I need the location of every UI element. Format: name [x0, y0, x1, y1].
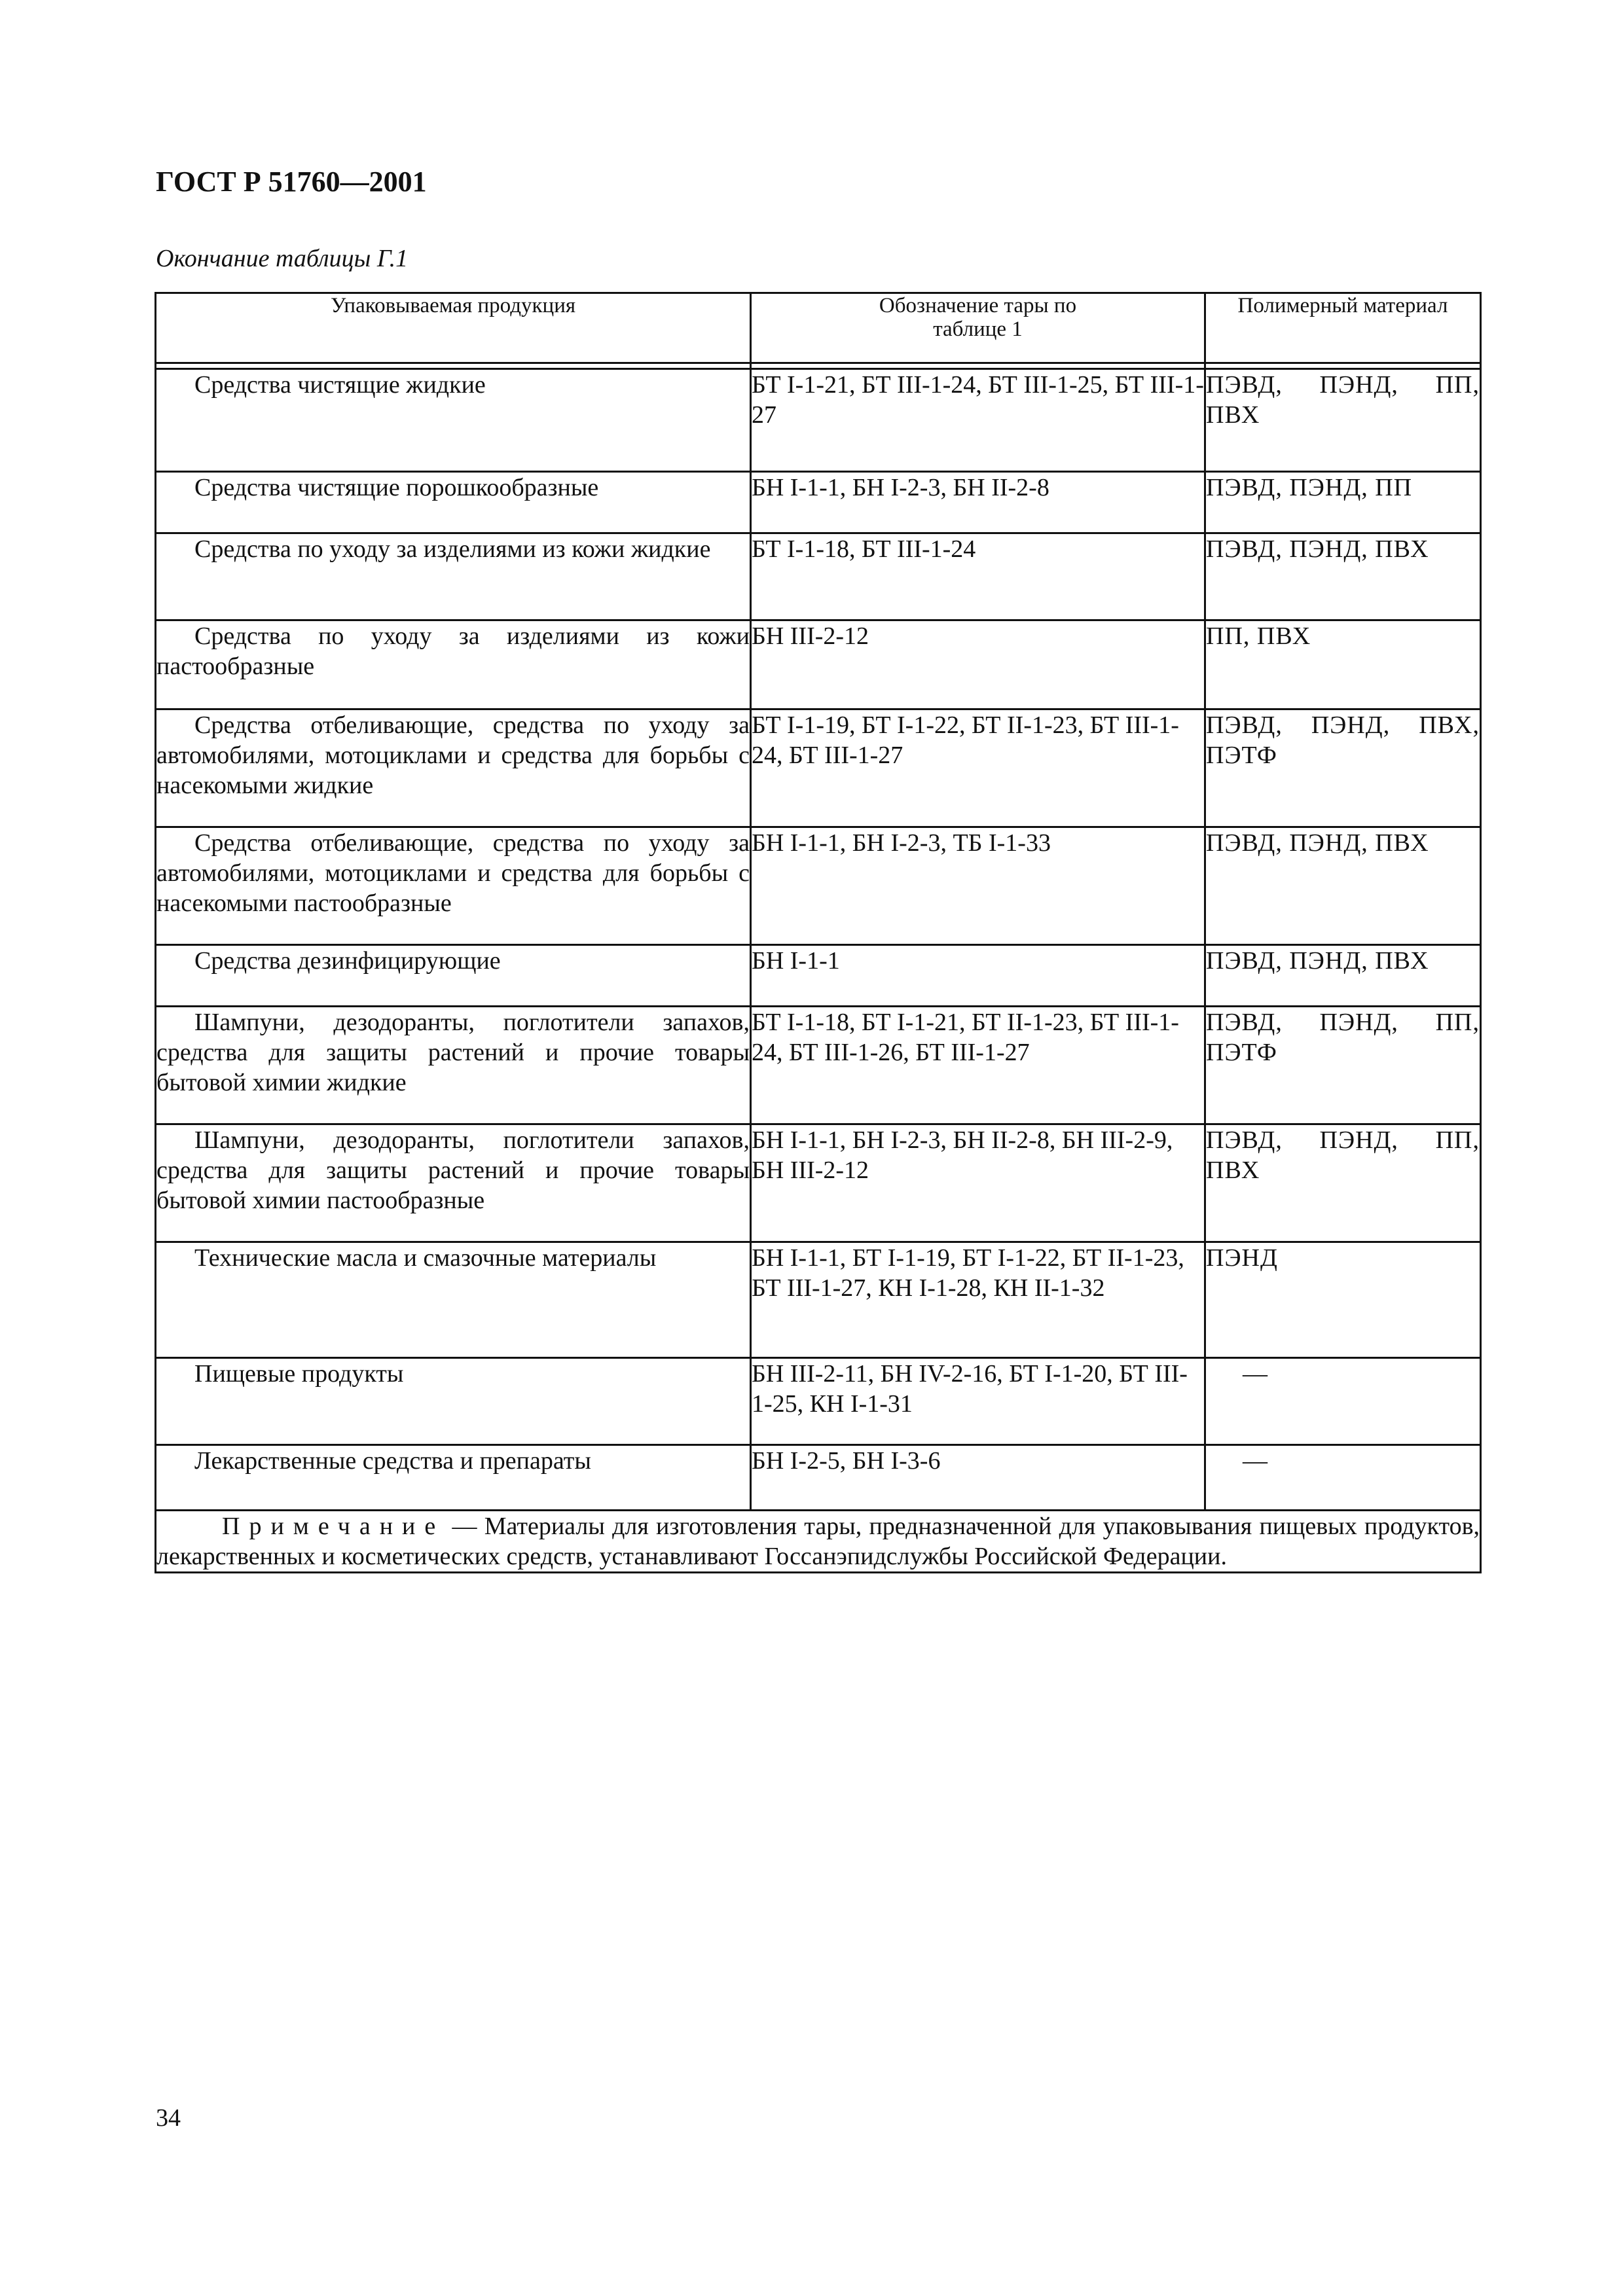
tare-cell: БН I-1-1 — [751, 945, 1205, 1007]
table-row — [156, 945, 1481, 1007]
product-cell: Средства по уходу за изделиями из кожи жидкие — [194, 535, 711, 563]
note-text: — Материалы для изготовления тары, предназначенной для упаковывания пищевых продуктов, лекарственных и косметических средств, устанавливают Госсанэпидслужбы Российской Федерации. — [156, 1513, 1480, 1570]
product-cell: Средства отбеливающие, средства по уходу за автомобилями, мотоциклами и средства для борьбы с насекомыми жидкие — [156, 711, 750, 799]
tare-cell: БН III-2-11, БН IV-2-16, БТ I-1-20, БТ III-1-25, КН I-1-31 — [751, 1358, 1205, 1445]
page-number: 34 — [156, 2104, 181, 2132]
tare-cell: БН III-2-12 — [751, 620, 1205, 709]
header-separator — [156, 363, 1481, 369]
column-header-tare: Обозначение тары по таблице 1 — [751, 293, 1205, 363]
tare-cell: БН I-2-5, БН I-3-6 — [751, 1445, 1205, 1511]
note-row — [156, 1511, 1481, 1573]
material-cell: — — [1205, 1445, 1481, 1511]
table-row — [156, 1242, 1481, 1358]
table-row — [156, 1007, 1481, 1124]
product-cell: Лекарственные средства и препараты — [194, 1447, 591, 1475]
material-cell: ПЭВД, ПЭНД, ПП, ПВХ — [1205, 1124, 1481, 1242]
product-cell: Средства отбеливающие, средства по уходу за автомобилями, мотоциклами и средства для борьбы с насекомыми пастообразные — [156, 829, 750, 917]
material-table — [155, 292, 1482, 1573]
table-row — [156, 1358, 1481, 1445]
tare-cell: БТ I-1-19, БТ I-1-22, БТ II-1-23, БТ III-1-24, БТ III-1-27 — [751, 709, 1205, 827]
tare-cell: БТ I-1-18, БТ III-1-24 — [751, 533, 1205, 620]
material-cell: ПЭВД, ПЭНД, ПВХ — [1205, 945, 1481, 1007]
product-cell: Пищевые продукты — [194, 1360, 404, 1388]
tare-cell: БТ I-1-18, БТ I-1-21, БТ II-1-23, БТ III-1-24, БТ III-1-26, БТ III-1-27 — [751, 1007, 1205, 1124]
note-label: Примечание — [222, 1513, 445, 1540]
material-cell: ПЭВД, ПЭНД, ПВХ, ПЭТФ — [1205, 709, 1481, 827]
tare-cell: БН I-1-1, БТ I-1-19, БТ I-1-22, БТ II-1-23, БТ III-1-27, КН I-1-28, КН II-1-32 — [751, 1242, 1205, 1358]
column-header-material: Полимерный материал — [1205, 293, 1481, 363]
tare-cell: БТ I-1-21, БТ III-1-24, БТ III-1-25, БТ III-1-27 — [751, 369, 1205, 472]
material-cell: — — [1205, 1358, 1481, 1445]
document-header: ГОСТ Р 51760—2001 — [156, 166, 427, 198]
material-cell: ПЭВД, ПЭНД, ПП — [1205, 472, 1481, 533]
product-cell: Шампуни, дезодоранты, поглотители запахов, средства для защиты растений и прочие товары бытовой химии жидкие — [156, 1009, 750, 1096]
table-row — [156, 369, 1481, 472]
table-row — [156, 620, 1481, 709]
product-cell: Технические масла и смазочные материалы — [194, 1244, 657, 1272]
table-row — [156, 827, 1481, 945]
material-cell: ПЭВД, ПЭНД, ПВХ — [1205, 827, 1481, 945]
column-header-product: Упаковываемая продукция — [156, 293, 751, 363]
table-row — [156, 1445, 1481, 1511]
tare-cell: БН I-1-1, БН I-2-3, БН II-2-8, БН III-2-9, БН III-2-12 — [751, 1124, 1205, 1242]
table-row — [156, 472, 1481, 533]
table-row — [156, 533, 1481, 620]
material-cell: ПЭВД, ПЭНД, ПП, ПЭТФ — [1205, 1007, 1481, 1124]
product-cell: Шампуни, дезодоранты, поглотители запахов, средства для защиты растений и прочие товары бытовой химии пастообразные — [156, 1126, 750, 1214]
material-cell: ПП, ПВХ — [1205, 620, 1481, 709]
material-cell: ПЭВД, ПЭНД, ПП, ПВХ — [1205, 369, 1481, 472]
product-cell: Средства чистящие порошкообразные — [194, 474, 599, 501]
table-header-row — [156, 293, 1481, 363]
material-cell: ПЭНД — [1205, 1242, 1481, 1358]
tare-cell: БН I-1-1, БН I-2-3, БН II-2-8 — [751, 472, 1205, 533]
product-cell: Средства по уходу за изделиями из кожи пастообразные — [156, 622, 750, 680]
product-cell: Средства дезинфицирующие — [194, 947, 501, 975]
table-row — [156, 709, 1481, 827]
table-caption: Окончание таблицы Г.1 — [156, 245, 409, 272]
table-row — [156, 1124, 1481, 1242]
material-cell: ПЭВД, ПЭНД, ПВХ — [1205, 533, 1481, 620]
product-cell: Средства чистящие жидкие — [194, 371, 486, 399]
tare-cell: БН I-1-1, БН I-2-3, ТБ I-1-33 — [751, 827, 1205, 945]
